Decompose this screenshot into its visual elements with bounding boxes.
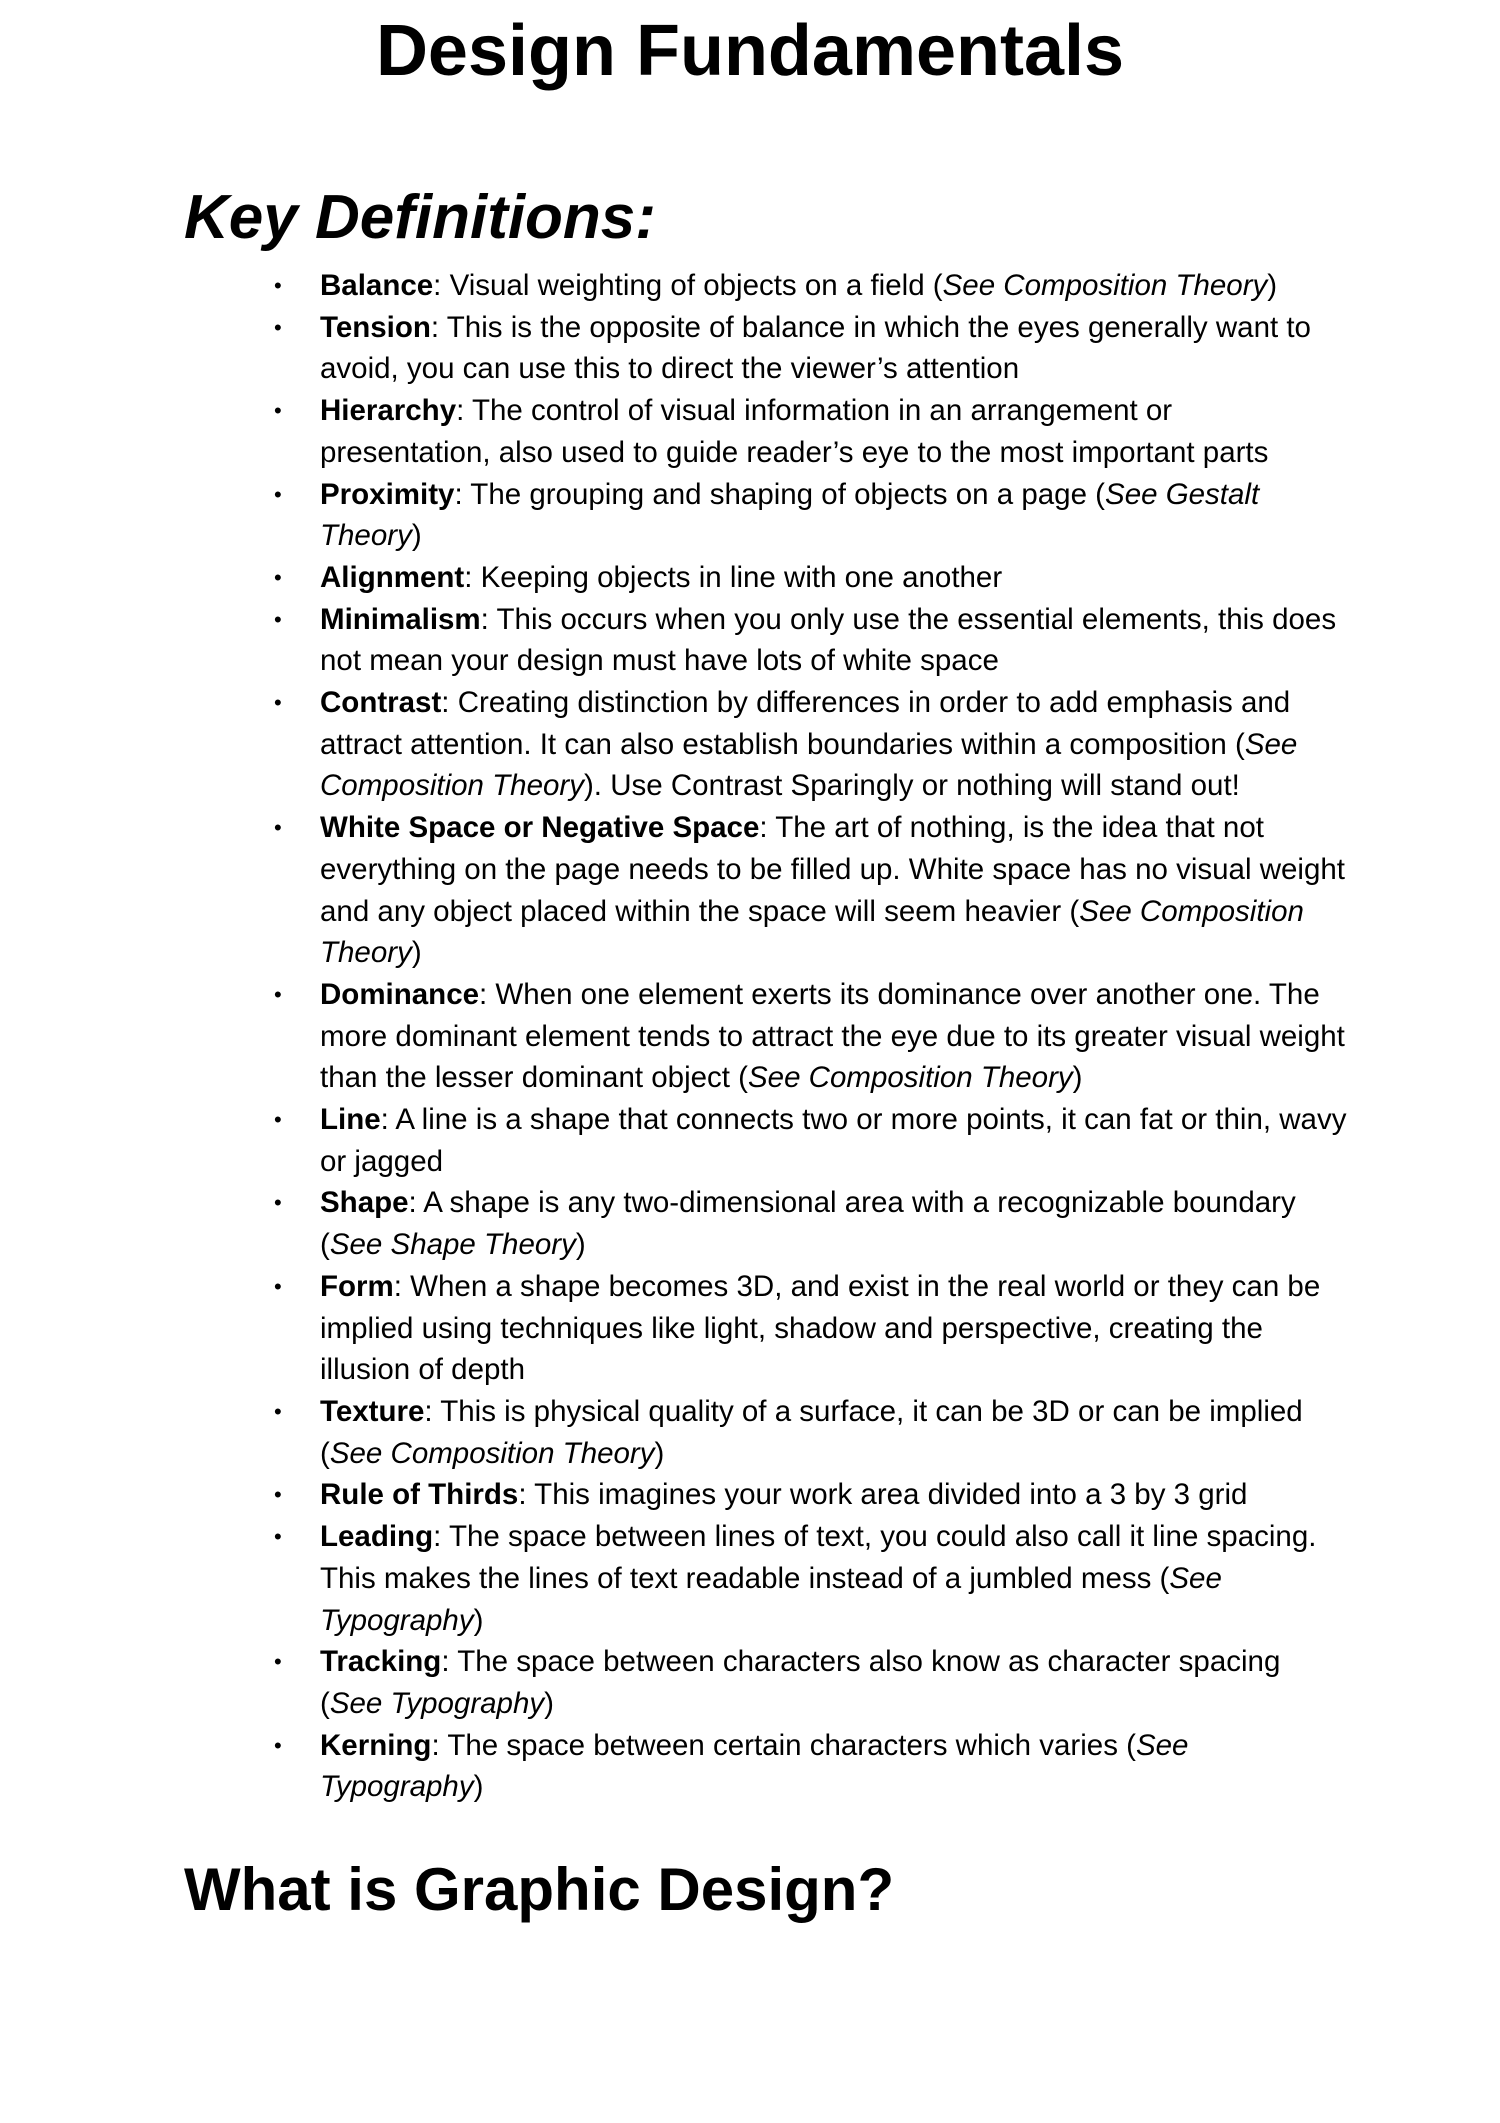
definition-separator: : bbox=[759, 811, 776, 845]
definition-tail: ) bbox=[544, 1686, 554, 1720]
bullet-icon: • bbox=[274, 1482, 282, 1508]
bullet-icon: • bbox=[274, 815, 282, 841]
definition-reference: See Shape Theory bbox=[329, 1228, 576, 1262]
definition-separator: : bbox=[393, 1269, 411, 1303]
definition-text: Visual weighting of objects on a field ( bbox=[449, 269, 943, 302]
definition-tail: ) bbox=[411, 519, 422, 553]
definition-reference: See Typography bbox=[329, 1686, 545, 1720]
definition-text: When one element exerts its dominance over another one. The more dominant element tends to attract the eye due to its greater visual weight than the lesser dominant object ( bbox=[320, 977, 1345, 1095]
definition-text: This occurs when you only use the essential elements, this does not mean your design must have lots of white space bbox=[320, 602, 1337, 678]
bullet-icon: • bbox=[274, 314, 282, 340]
definition-reference: See Composition Theory bbox=[320, 894, 1304, 970]
bullet-icon: • bbox=[274, 606, 282, 632]
definition-term: Rule of Thirds bbox=[320, 1478, 519, 1512]
definition-reference: See Composition Theory bbox=[329, 1436, 655, 1470]
definition-text: A shape is any two-dimensional area with a recognizable boundary ( bbox=[320, 1186, 1296, 1262]
definition-term: Balance bbox=[320, 269, 434, 302]
definition-tail: ) bbox=[1072, 1061, 1083, 1095]
definition-item-form bbox=[0, 1266, 1500, 1391]
definition-item-line bbox=[0, 1099, 1500, 1182]
definition-tail: ) bbox=[473, 1603, 484, 1637]
definition-separator: : bbox=[464, 560, 481, 594]
definition-separator: : bbox=[431, 1728, 448, 1762]
definition-text: The space between lines of text, you could also call it line spacing. This makes the lines of text readable instead of a jumbled mess ( bbox=[320, 1520, 1317, 1595]
definition-item-minimalism bbox=[0, 599, 1500, 682]
definition-separator: : bbox=[456, 394, 472, 428]
definitions-list bbox=[0, 265, 1500, 1808]
definition-term: Minimalism bbox=[320, 602, 481, 636]
bullet-icon: • bbox=[274, 1273, 282, 1299]
bullet-icon: • bbox=[274, 1649, 282, 1675]
section-heading-key-definitions: Key Definitions: bbox=[184, 183, 656, 252]
definition-reference: See Composition Theory bbox=[942, 269, 1268, 302]
definition-item-alignment bbox=[0, 557, 1500, 599]
definition-separator: : bbox=[518, 1478, 535, 1512]
definition-text: The art of nothing, is the idea that not everything on the page needs to be filled up. White space has no visual weight and any object placed within the space will seem heavier ( bbox=[320, 811, 1345, 928]
definition-separator: : bbox=[430, 310, 447, 344]
definition-term: Contrast bbox=[320, 686, 442, 720]
definition-item-tracking bbox=[0, 1641, 1500, 1724]
bullet-icon: • bbox=[274, 1732, 282, 1758]
definition-term: Line bbox=[320, 1103, 381, 1137]
definition-term: Form bbox=[320, 1269, 394, 1303]
definition-text: A line is a shape that connects two or more points, it can fat or thin, wavy or jagged bbox=[320, 1103, 1347, 1178]
definition-term: Texture bbox=[320, 1394, 425, 1428]
definition-term: Leading bbox=[320, 1520, 434, 1554]
definition-reference: See Typography bbox=[320, 1561, 1222, 1637]
bullet-icon: • bbox=[274, 564, 282, 590]
bullet-icon: • bbox=[274, 481, 282, 507]
definition-term: White Space or Negative Space bbox=[320, 811, 760, 845]
definition-tail: ) bbox=[411, 936, 422, 970]
definition-separator: : bbox=[408, 1186, 424, 1220]
bullet-icon: • bbox=[274, 273, 282, 298]
definition-term: Dominance bbox=[320, 977, 480, 1011]
definition-term: Kerning bbox=[320, 1728, 432, 1762]
definition-tail: ) bbox=[1267, 269, 1278, 302]
definition-term: Alignment bbox=[320, 560, 465, 594]
definition-separator: : bbox=[424, 1394, 441, 1428]
definition-item-hierarchy bbox=[0, 390, 1500, 473]
definition-separator: : bbox=[433, 1520, 449, 1554]
definition-item-leading bbox=[0, 1516, 1500, 1641]
definition-separator: : bbox=[441, 1645, 458, 1679]
definition-text: This imagines your work area divided into a 3 by 3 grid bbox=[534, 1478, 1248, 1512]
definition-reference: See Typography bbox=[320, 1728, 1189, 1804]
bullet-icon: • bbox=[274, 1107, 282, 1133]
definition-item-rule-of-thirds bbox=[0, 1474, 1500, 1516]
definition-term: Tracking bbox=[320, 1645, 442, 1679]
definition-text: The space between certain characters which varies ( bbox=[447, 1728, 1136, 1762]
definition-separator: : bbox=[479, 977, 496, 1011]
definition-text: Creating distinction by differences in order to add emphasis and attract attention. It can also establish boundaries within a composition ( bbox=[320, 686, 1291, 761]
definition-text: This is the opposite of balance in which the eyes generally want to avoid, you can use this to direct the viewer’s attention bbox=[320, 310, 1311, 386]
section-heading-what-is-graphic-design: What is Graphic Design? bbox=[184, 1856, 895, 1923]
definition-reference: See Composition Theory bbox=[748, 1061, 1073, 1095]
definition-item-tension bbox=[0, 307, 1500, 390]
definition-tail: ) bbox=[575, 1228, 586, 1262]
definition-separator: : bbox=[480, 602, 497, 636]
definition-tail: ). Use Contrast Sparingly or nothing will stand out! bbox=[583, 769, 1240, 803]
definition-term: Proximity bbox=[320, 477, 455, 511]
definition-item-dominance bbox=[0, 974, 1500, 1099]
definition-text: The control of visual information in an arrangement or presentation, also used to guide reader’s eye to the most important parts bbox=[320, 394, 1269, 469]
definition-tail: ) bbox=[473, 1770, 484, 1804]
definition-term: Hierarchy bbox=[320, 394, 457, 428]
definition-item-white-space bbox=[0, 807, 1500, 974]
definition-separator: : bbox=[441, 686, 458, 720]
definition-item-shape bbox=[0, 1182, 1500, 1265]
bullet-icon: • bbox=[274, 1524, 282, 1550]
definition-item-kerning bbox=[0, 1725, 1500, 1808]
definition-term: Shape bbox=[320, 1186, 409, 1220]
bullet-icon: • bbox=[274, 690, 282, 716]
definition-tail: ) bbox=[654, 1436, 665, 1470]
definition-reference: See Composition Theory bbox=[320, 727, 1298, 803]
bullet-icon: • bbox=[274, 981, 282, 1007]
definition-text: The space between characters also know as character spacing ( bbox=[320, 1645, 1281, 1720]
definition-separator: : bbox=[433, 269, 450, 302]
definition-item-texture bbox=[0, 1391, 1500, 1474]
definition-text: When a shape becomes 3D, and exist in the real world or they can be implied using techniques like light, shadow and perspective, creating the illusion of depth bbox=[320, 1269, 1321, 1387]
definition-term: Tension bbox=[320, 310, 431, 344]
bullet-icon: • bbox=[274, 1190, 282, 1216]
definition-separator: : bbox=[380, 1103, 396, 1137]
definition-item-contrast bbox=[0, 682, 1500, 807]
definition-text: The grouping and shaping of objects on a page ( bbox=[470, 477, 1106, 511]
bullet-icon: • bbox=[274, 1398, 282, 1424]
definition-item-proximity bbox=[0, 474, 1500, 557]
document-title: Design Fundamentals bbox=[375, 11, 1125, 91]
definition-text: This is physical quality of a surface, it can be 3D or can be implied ( bbox=[320, 1394, 1303, 1470]
bullet-icon: • bbox=[274, 398, 282, 424]
definition-separator: : bbox=[454, 477, 471, 511]
definition-reference: See Gestalt Theory bbox=[320, 477, 1260, 553]
definition-item-balance bbox=[0, 265, 1500, 307]
definition-text: Keeping objects in line with one another bbox=[480, 560, 1003, 594]
